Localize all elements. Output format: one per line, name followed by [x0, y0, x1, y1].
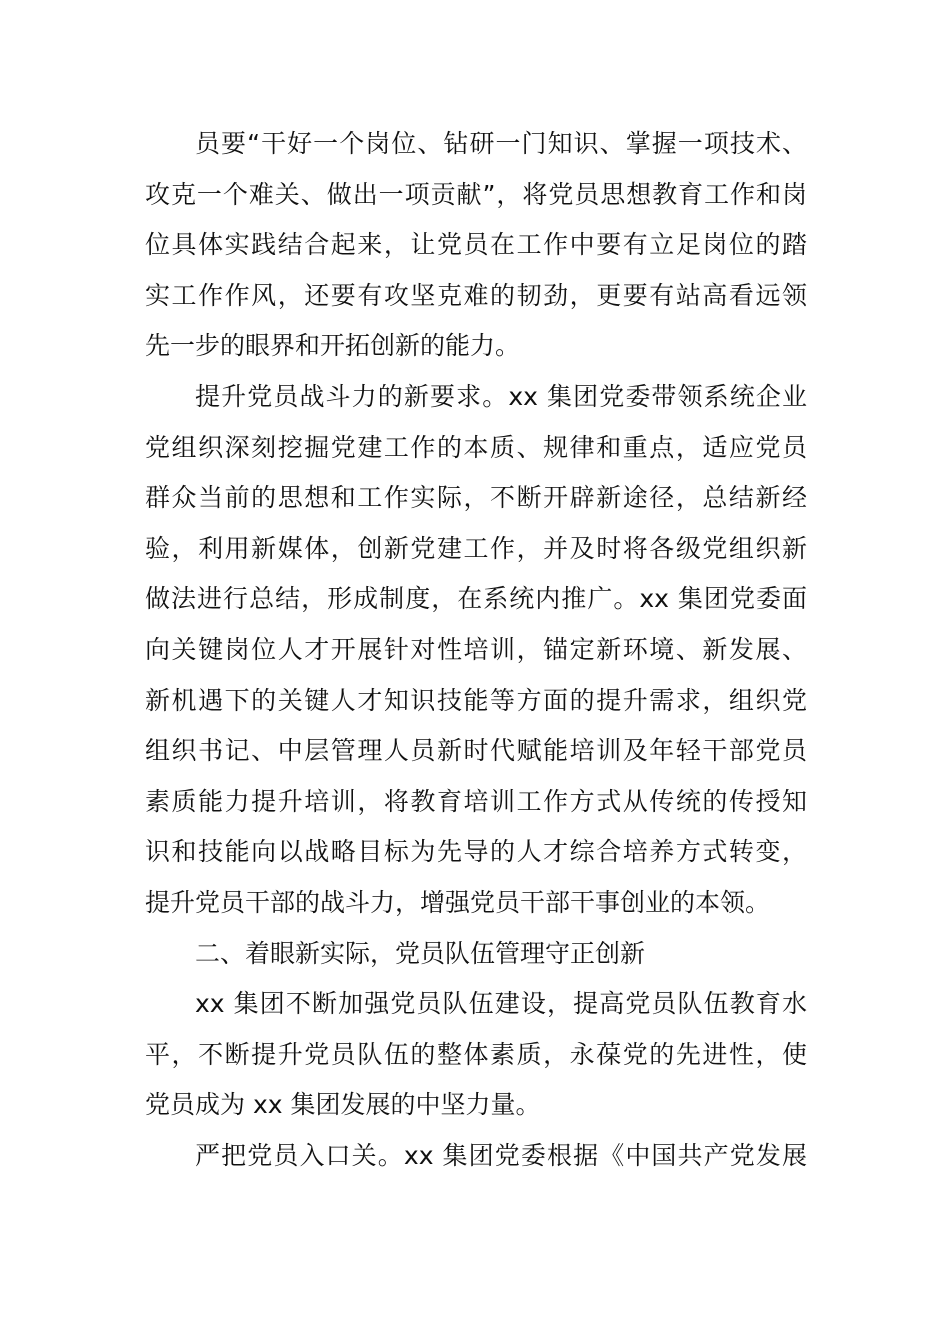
text-line: 提升党员干部的战斗力，增强党员干部干事创业的本领。	[145, 887, 771, 917]
text-line: 党员成为 xx 集团发展的中坚力量。	[145, 1090, 541, 1120]
text-line: 党组织深刻挖掘党建工作的本质、规律和重点，适应党员	[145, 432, 807, 462]
text-line: 平，不断提升党员队伍的整体素质，永葆党的先进性，使	[145, 1039, 807, 1069]
text-line: 组织书记、中层管理人员新时代赋能培训及年轻干部党员	[145, 736, 807, 766]
text-line: 新机遇下的关键人才知识技能等方面的提升需求，组织党	[145, 685, 807, 715]
body-text	[145, 119, 807, 1181]
text-line: 验，利用新媒体，创新党建工作，并及时将各级党组织新	[145, 533, 807, 563]
text-line: 位具体实践结合起来，让党员在工作中要有立足岗位的踏	[145, 230, 807, 260]
text-line: 向关键岗位人才开展针对性培训，锚定新环境、新发展、	[145, 634, 807, 664]
text-line: 素质能力提升培训，将教育培训工作方式从传统的传授知	[145, 786, 807, 816]
text-line: xx 集团不断加强党员队伍建设，提高党员队伍教育水	[195, 989, 807, 1019]
text-line: 员要“干好一个岗位、钻研一门知识、掌握一项技术、	[195, 129, 807, 158]
text-line: 实工作作风，还要有攻坚克难的韧劲，更要有站高看远领	[145, 280, 807, 310]
text-line: 群众当前的思想和工作实际，不断开辟新途径，总结新经	[145, 483, 807, 513]
paragraph-heading-line: 提升党员战斗力的新要求。xx 集团党委带领系统企业	[195, 381, 807, 411]
text-line: 攻克一个难关、做出一项贡献”，将党员思想教育工作和岗	[145, 179, 807, 209]
section-heading: 二、着眼新实际，党员队伍管理守正创新	[195, 938, 646, 968]
text-line: 做法进行总结，形成制度，在系统内推广。xx 集团党委面	[145, 584, 807, 614]
text-line: 识和技能向以战略目标为先导的人才综合培养方式转变，	[145, 837, 807, 867]
paragraph-heading-line: 严把党员入口关。xx 集团党委根据《中国共产党发展	[195, 1140, 807, 1170]
text-line: 先一步的眼界和开拓创新的能力。	[145, 331, 521, 361]
